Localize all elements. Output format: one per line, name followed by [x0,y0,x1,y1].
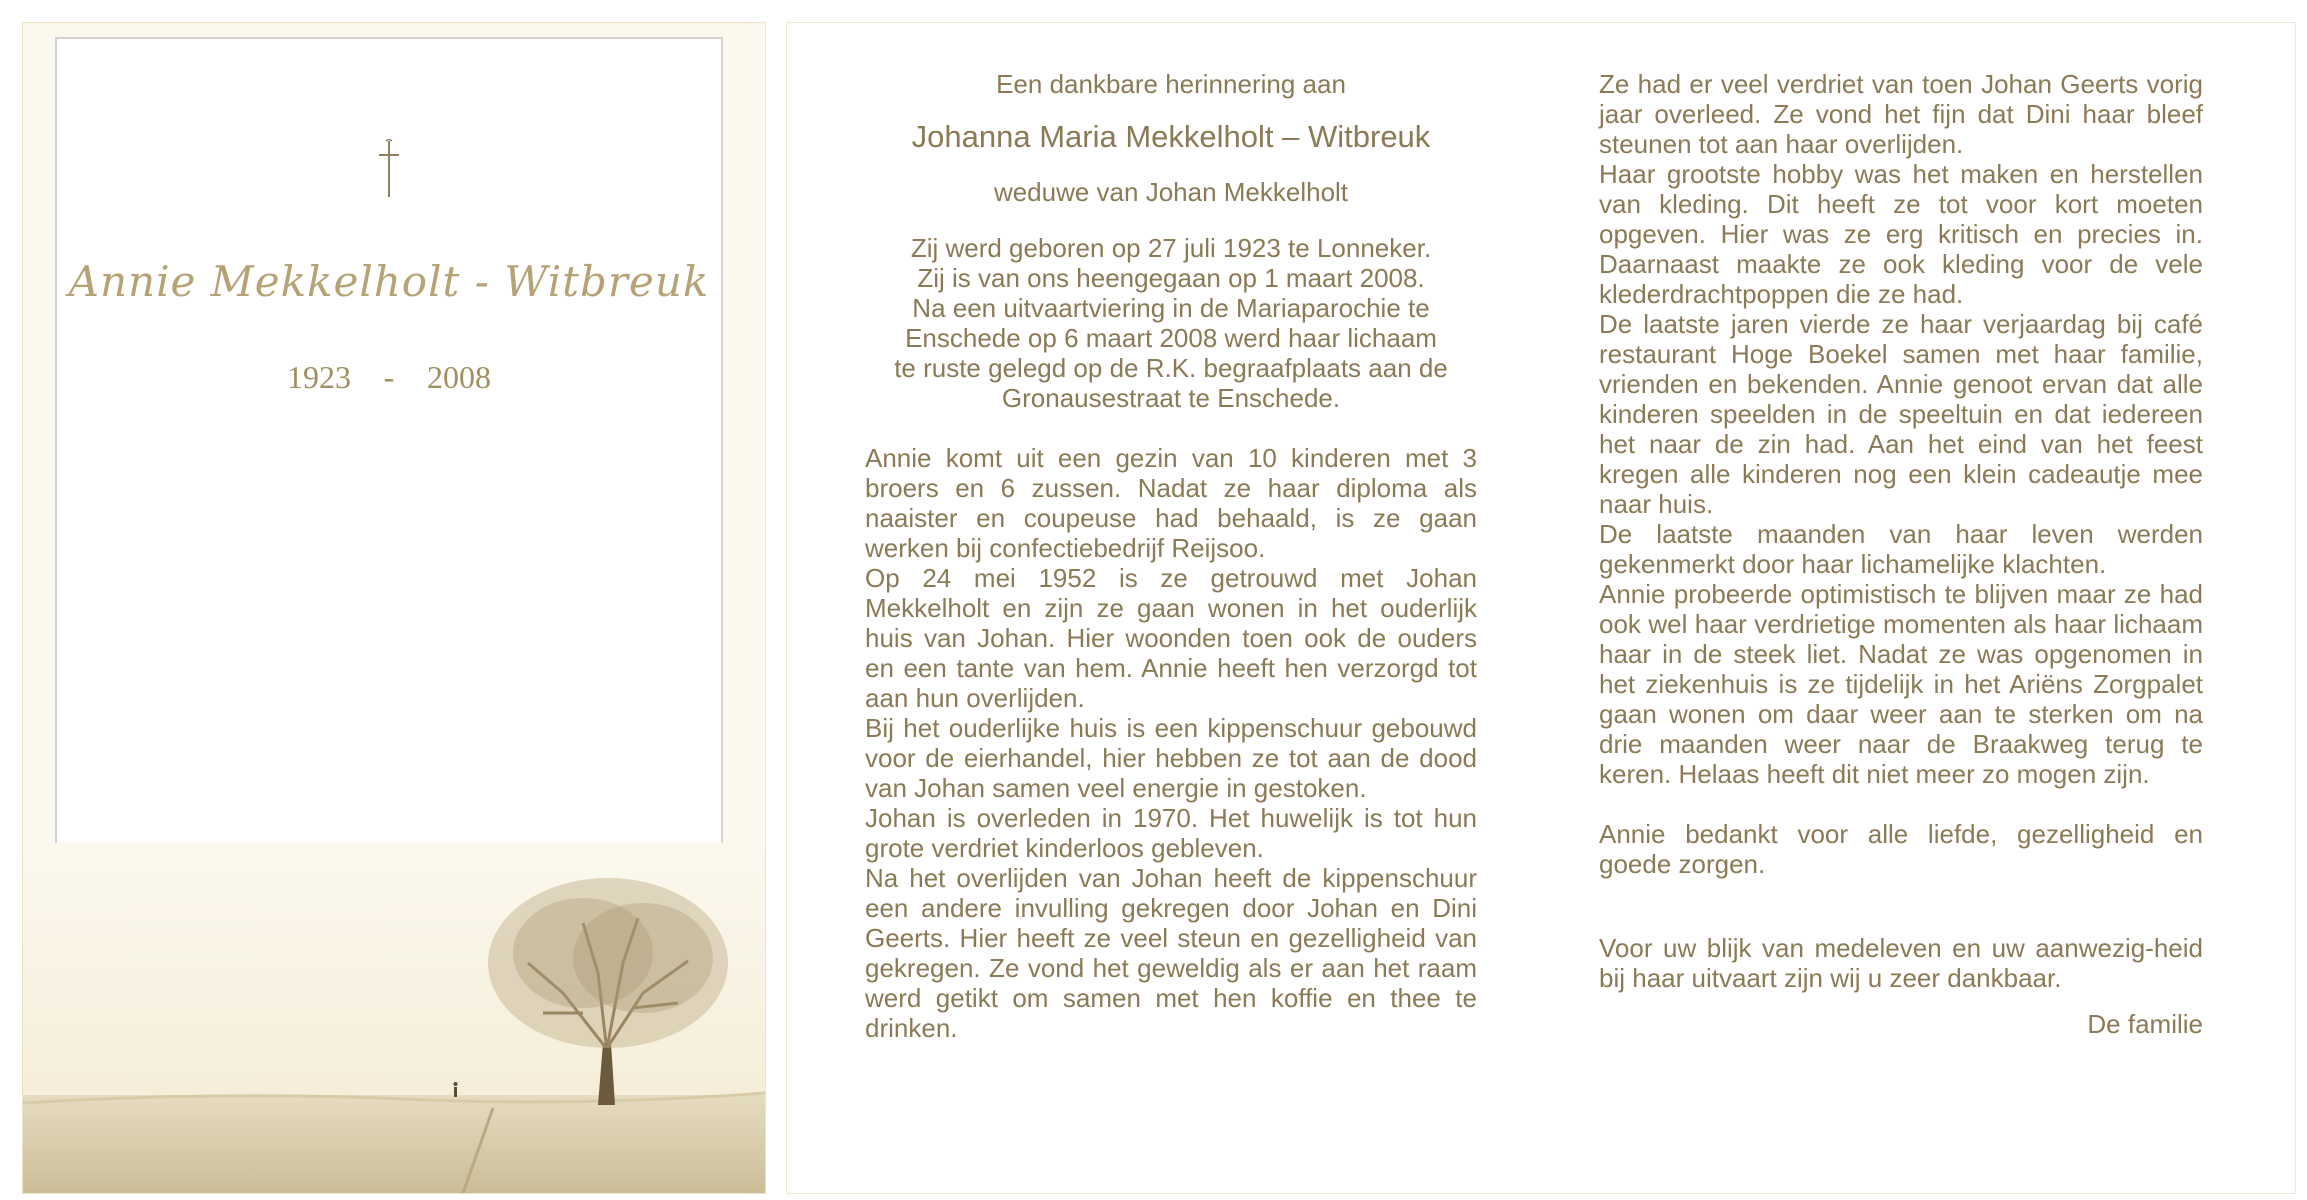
biography-paragraph: Ze had er veel verdriet van toen Johan Geerts vorig jaar overleed. Ze vond het fijn dat Dini haar bleef steunen tot aan haar overlijden. [1599,69,2203,159]
spacer [1599,789,2203,819]
birth-line: Gronausestraat te Enschede. [1001,383,1341,413]
year-separator: - [383,359,395,395]
biography-paragraph: Annie probeerde optimistisch te blijven maar ze had ook wel haar verdrietige momenten als haar lichaam haar in de steek liet. Nadat ze was opgenomen in het ziekenhuis is ze tijdelijk in het Ariëns Zorgpalet gaan wonen om daar weer aan te sterken om na drie maanden weer naar de Braakweg terug te keren. Helaas heeft dit niet meer zo mogen zijn. [1599,579,2203,789]
biography-paragraph: Johan is overleden in 1970. Het huwelijk is tot hun grote verdriet kinderloos gebleven. [865,803,1477,863]
widow-line: weduwe van Johan Mekkelholt [993,177,1349,207]
birth-details [865,233,1477,413]
front-name: Annie Mekkelholt - Witbreuk [68,257,710,306]
biography-paragraph: De laatste jaren vierde ze haar verjaardag bij café restaurant Hoge Boekel samen met haar familie, vrienden en bekenden. Annie genoot ervan dat alle kinderen speelden in de speeltuin en dat iedereen het naar de zin had. Aan het eind van het feest kregen alle kinderen nog een klein cadeautje mee naar huis. [1599,309,2203,519]
year-end: 2008 [427,359,491,395]
birth-line: Zij werd geboren op 27 juli 1923 te Lonneker. [910,233,1432,263]
front-frame [55,37,723,881]
biography-paragraph: Op 24 mei 1952 is ze getrouwd met Johan Mekkelholt en zijn ze gaan wonen in het ouderlijk huis van Johan. Hier woonden toen ook de ouders en een tante van hem. Annie heeft hen verzorgd tot aan hun overlijden. [865,563,1477,713]
birth-line: te ruste gelegd op de R.K. begraafplaats aan de [894,353,1448,383]
biography-paragraph: Bij het ouderlijke huis is een kippenschuur gebouwd voor de eierhandel, hier hebben ze tot aan de dood van Johan samen veel energie in gestoken. [865,713,1477,803]
birth-line: Enschede op 6 maart 2008 werd haar lichaam [905,323,1437,353]
cross-icon [57,139,721,204]
closing-paragraph: Voor uw blijk van medeleven en uw aanwezig-heid bij haar uitvaart zijn wij u zeer dankbaar. [1599,933,2203,993]
year-start: 1923 [287,359,351,395]
card-inside-panel [786,22,2296,1194]
birth-line: Zij is van ons heengegaan op 1 maart 2008. [917,263,1425,293]
biography-paragraph: Annie komt uit een gezin van 10 kinderen met 3 broers en 6 zussen. Nadat ze haar diploma als naaister en coupeuse had behaald, is ze gaan werken bij confectiebedrijf Reijsoo. [865,443,1477,563]
spacer [1599,879,2203,933]
spacer [865,413,1477,443]
left-column [865,69,1477,1043]
birth-line: Na een uitvaartviering in de Mariaparochie te [912,293,1430,323]
biography-paragraph: Haar grootste hobby was het maken en herstellen van kleding. Dit heeft ze tot voor kort moeten opgeven. Hier was ze erg kritisch en precies in. Daarnaast maakte ze ook kleding voor de vele klederdrachtpoppen die ze had. [1599,159,2203,309]
signature: De familie [2087,1009,2203,1039]
intro-line: Een dankbare herinnering aan [996,69,1346,99]
front-years [57,359,721,396]
tree-landscape-image [23,843,765,1193]
full-name: Johanna Maria Mekkelholt – Witbreuk [911,119,1431,154]
right-column [1599,69,2203,1039]
card-front-panel [22,22,766,1194]
biography-paragraph: Na het overlijden van Johan heeft de kippenschuur een andere invulling gekregen door Johan en Dini Geerts. Hier heeft ze veel steun en gezelligheid van gekregen. Ze vond het geweldig als er aan het raam werd getikt om samen met hen koffie en thee te drinken. [865,863,1477,1043]
thanks-paragraph: Annie bedankt voor alle liefde, gezelligheid en goede zorgen. [1599,819,2203,879]
biography-paragraph: De laatste maanden van haar leven werden gekenmerkt door haar lichamelijke klachten. [1599,519,2203,579]
